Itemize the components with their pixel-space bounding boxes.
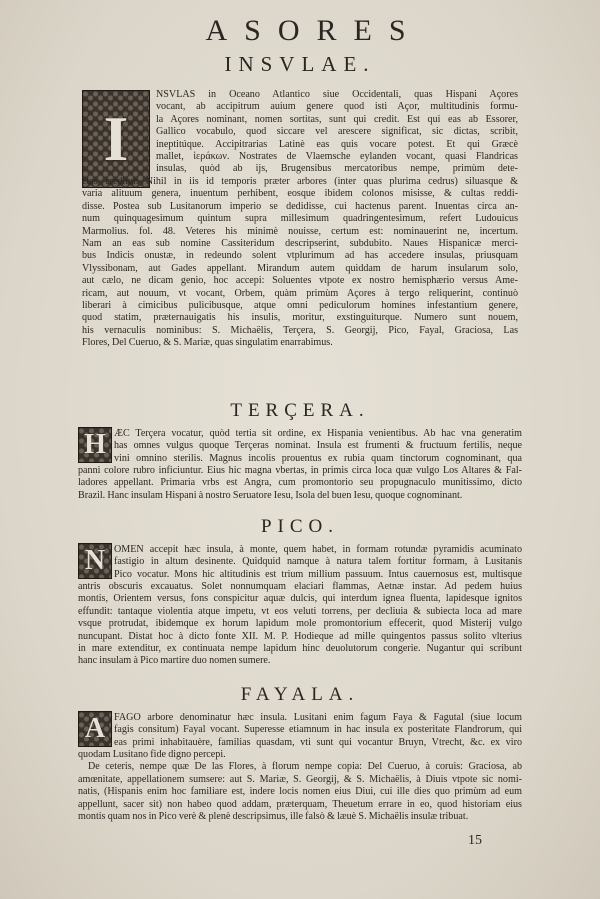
intro-text-wide	[82, 176, 518, 350]
tercera-line: panni colore rubro inficiuntur. Eius hic magna vbertas, in primis circa loca quæ vulgo Los Altares & Fal-	[78, 465, 522, 476]
intro-line: his vernaculis nominibus: S. Michaëlis, Terçera, S. Georgij, Pico, Fayal, Graciosa, Las	[82, 324, 518, 336]
section-heading-tercera: TERÇERA.	[230, 400, 370, 421]
pico-line: effundit: tantaque violentia atque impetu, vt eos veluti torrens, per decliuia & subiecta loca ad mare	[78, 605, 522, 617]
fayala-line: eas primi inhabitauère, familias quasdam, vti sunt qui vocantur Bruyn, Vtrecht, &c. ex viro	[114, 736, 522, 748]
closing-line: De ceteris, nempe quæ De las Flores, à florum nempe copia: Del Cueruo, à coruis: Graciosa, ab	[88, 761, 522, 773]
fayala-line: fagis consitum) Fayal vocant. Superesse etiamnum in hac insula ex posteritate Flandrorum, qui	[114, 724, 522, 736]
tercera-line: vini omnino sterilis. Magnus incolis prouentus ex rubia quam tinctorum cognominant, qua	[114, 452, 522, 464]
section-heading-fayala: FAYALA.	[240, 684, 360, 705]
intro-line: Marmolius. fol. 48. Veteres his minimè nouisse, certum est: nominauerint ne, incertum.	[82, 225, 518, 237]
page-title: ASORES	[205, 14, 423, 47]
closing-line: natis, (Hispanis enim hoc familiare est, indere locis nomen eius Diui, cui ille dies quo primùm ad eum	[78, 786, 522, 798]
intro-line: Gallico vocabulo, quod siccare vel arescere significat, sic dictas, scribit,	[156, 126, 518, 138]
intro-line: mallet, ἱεράκων. Nostrates de Vlaemsche eylanden vocant, quasi Flandricas	[156, 151, 518, 163]
pico-line: Pico vocatur. Mons hic altitudinis est trium millium passuum. Intus cauernosus est, multisque	[114, 568, 522, 580]
intro-text-narrow	[156, 89, 518, 176]
intro-line: ctas creditur. Nihil in iis id temporis præter arbores (inter quas plurima cedrus) siluasque &	[82, 176, 518, 187]
intro-line: ineptitúque. Accipitrarias Latinè eas quis vocare potest. Et qui Græcè	[156, 138, 518, 150]
intro-line: ricam, aut nouum, vt vocant, Orbem, quàm primùm Açores à tergo reliquerint, continuò	[82, 287, 518, 299]
pico-text-wide	[78, 581, 522, 668]
pico-line: OMEN accepit hæc insula, à monte, quem habet, in formam rotundæ pyramidis acuminato	[114, 544, 522, 555]
pico-line: nuncupant. Distat hoc à dicto fonte XII. M. P. Hodieque ad mille quingentos passus solito vlterius	[78, 630, 522, 642]
intro-line: Vlyssibonam, aut Gades appellant. Mirandum autem quiddam de harum insularum solo,	[82, 262, 518, 274]
page-number: 15	[468, 833, 482, 848]
pico-line: vsque protrudat, ibidemque ex horum lapidum mole promontorium effecerit, quod Misterij vulgo	[78, 618, 522, 630]
tercera-text-wide	[78, 465, 522, 502]
decorated-initial-i: I	[82, 90, 150, 188]
intro-line: Flores, Del Cueruo, & S. Mariæ, quas singulatim enarrabimus.	[82, 337, 333, 349]
intro-line: la Açores nominant, nomen sortitas, sunt qui credit. Est qui eas ab Essorer,	[156, 113, 518, 125]
tercera-line: ÆC Terçera vocatur, quòd tertia sit ordine, ex Hispania venientibus. Ab hac vna generatim	[114, 428, 522, 439]
intro-line: varia alituum genera, inuentum perhibent, eosque ibidem colonos misisse, & cultas reddi-	[82, 188, 518, 200]
intro-line: disse. Postea sub Lusitanorum imperio se dedidisse, cui hactenus parent. Inuentas circa an-	[82, 200, 518, 212]
closing-line: appellunt, sacer sit) non habeo quod addam, præterquam, Theuetum errare in eo, quod historiam eius	[78, 798, 522, 810]
fayala-line: quodam Lusitano fide digno percepi.	[78, 749, 226, 760]
page-subtitle: INSVLAE.	[224, 52, 376, 76]
pico-line: antris obscuris excauatus. Solet nonnumquam elaciari flammas, Aetnæ instar. Ad pedem huius	[78, 581, 522, 592]
intro-line: NSVLAS in Oceano Atlantico siue Occidentali, quas Hispani Açores	[156, 89, 518, 100]
intro-line: quod statim, præternauigatis his insulis, moritur, exstinguiturque. Numero sunt nouem,	[82, 312, 518, 324]
tercera-text	[114, 428, 522, 465]
pico-line: hanc insulam à Pico martire duo nomen sumere.	[78, 655, 271, 667]
intro-line: bus Indicis onustæ, in redeundo solent vtplurimum ad has accedere insulas, priusquam	[82, 250, 518, 262]
tercera-line: ladores appellant. Primaria vrbs est Angra, cum promontorio seu propugnaculo munitissimo, dicto	[78, 477, 522, 489]
fayala-line: FAGO arbore denominatur hæc insula. Lusitani enim fagum Faya & Fagutal (siue locum	[114, 712, 522, 723]
intro-line: Nam an eas sub nomine Cassiteridum descripserint, subdubito. Naues Hispanicæ merci-	[82, 238, 518, 250]
intro-line: insulas, quòd ab ijs, Brugensibus mercatoribus nempe, primùm dete-	[156, 163, 518, 175]
intro-line: aut cælo, ne dicam genio, hoc accepi: Soluentes vtpote ex nostro hemisphærio versus Ame-	[82, 275, 518, 287]
decorated-initial-a: A	[78, 711, 112, 747]
decorated-initial-h: H	[78, 427, 112, 463]
intro-line: num quinquagesimum quintum supra millesimum quadringentesimum, refert Ludouicus	[82, 213, 518, 225]
section-heading-pico: PICO.	[260, 516, 340, 537]
pico-line: fastigio in altum desinente. Quidquid namque à natura talem fortitur formam, à Lusitanis	[114, 556, 522, 568]
pico-line: in mare extenditur, ex continuata nempe lapidum hinc deuolutorum congerie. Nugantur qui scribunt	[78, 643, 522, 655]
closing-line: amœnitate, appellationem sumsere: aut S. Mariæ, S. Georgij, & S. Michaëlis, à Diuis vtpote sic nomi-	[78, 773, 522, 785]
fayala-text-wide	[78, 749, 522, 823]
pico-line: montis, Orientem versus, fons conspicitur aquæ dulcis, qui interdum ignea fluenta, lapidesque ignitos	[78, 593, 522, 605]
intro-line: vocant, ab accipitrum auium genere quod isti Açor, multitudinis formu-	[156, 101, 518, 113]
fayala-text	[114, 712, 522, 749]
intro-line: liberari à cimicibus pulicibusque, atque omni pediculorum homines infestantium genere,	[82, 300, 518, 312]
tercera-line: Brazil. Hanc insulam Hispani à nostro Seruatore Iesu, Isola del buen Iesu, quoque cognominant.	[78, 489, 463, 501]
tercera-line: has omnes vulgus quoque Terçeras nominat. Insula est frumenti & fructuum fertilis, neque	[114, 440, 522, 452]
decorated-initial-n: N	[78, 543, 112, 579]
pico-text	[114, 544, 522, 581]
closing-line: montis quam nos in Pico verè & plenè descripsimus, ille falsò & læuè S. Michaëlis insulæ tribuat.	[78, 811, 469, 823]
